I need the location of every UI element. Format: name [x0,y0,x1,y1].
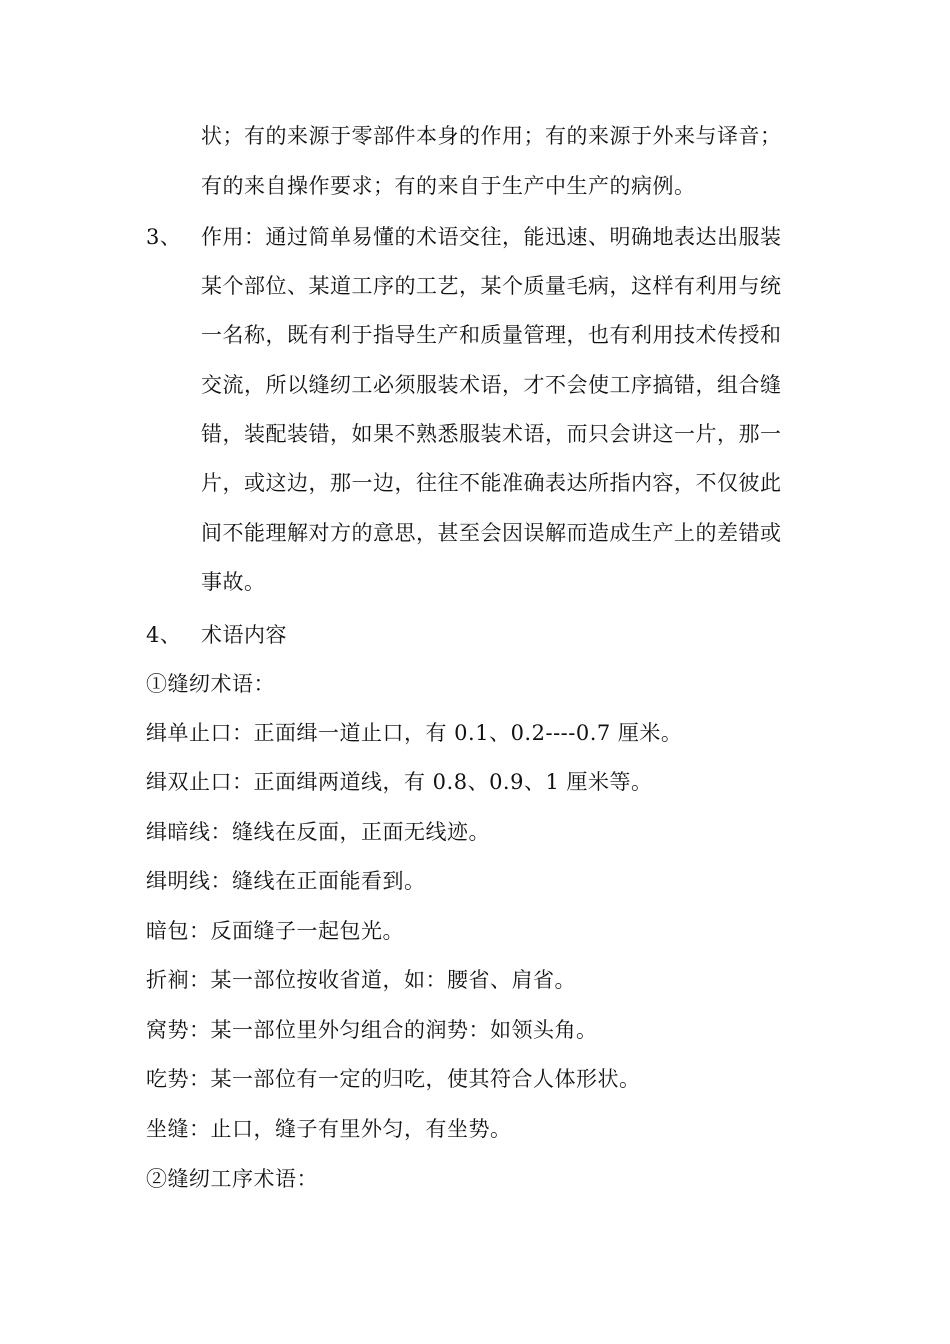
term-definition: 坐缝：止口，缝子有里外匀，有坐势。 [146,1117,512,1141]
item-3-line: 事故。 [201,570,266,594]
term-definition: 缉双止口：正面缉两道线，有 0.8、0.9、1 厘米等。 [146,770,653,794]
term-definition: 暗包：反面缝子一起包光。 [146,919,404,943]
item-3-line: 间不能理解对方的意思，甚至会因误解而造成生产上的差错或 [201,521,782,545]
item-3-line: 某个部位、某道工序的工艺，某个质量毛病，这样有利用与统 [201,274,782,298]
term-definition: 缉明线：缝线在正面能看到。 [146,869,426,893]
section-heading: ②缝纫工序术语： [146,1167,318,1191]
item-4-title: 术语内容 [201,623,287,647]
item-3-line: 片，或这边，那一边，往往不能准确表达所指内容，不仅彼此 [201,471,782,495]
term-definition: 吃势：某一部位有一定的归吃，使其符合人体形状。 [146,1067,641,1091]
item-3-line: 交流，所以缝纫工必须服装术语，才不会使工序搞错，组合缝 [201,373,782,397]
item-3-line: 一名称，既有利于指导生产和质量管理，也有利用技术传授和 [201,323,782,347]
term-definition: 缉暗线：缝线在反面，正面无线迹。 [146,820,490,844]
term-definition: 折裥：某一部位按收省道，如：腰省、肩省。 [146,968,576,992]
term-definition: 窝势：某一部位里外匀组合的润势：如领头角。 [146,1018,598,1042]
item-3-line: 作用：通过简单易懂的术语交往，能迅速、明确地表达出服装 [201,225,782,249]
term-definition: 缉单止口：正面缉一道止口，有 0.1、0.2----0.7 厘米。 [146,721,683,745]
item-3-line: 错，装配装错，如果不熟悉服装术语，而只会讲这一片，那一 [201,422,782,446]
paragraph-line: 有的来自操作要求；有的来自于生产中生产的病例。 [201,174,696,198]
item-3-number: 3、 [146,225,182,249]
paragraph-line: 状；有的来源于零部件本身的作用；有的来源于外来与译音； [201,124,782,148]
item-4-number: 4、 [146,623,182,647]
section-heading: ①缝纫术语： [146,672,275,696]
